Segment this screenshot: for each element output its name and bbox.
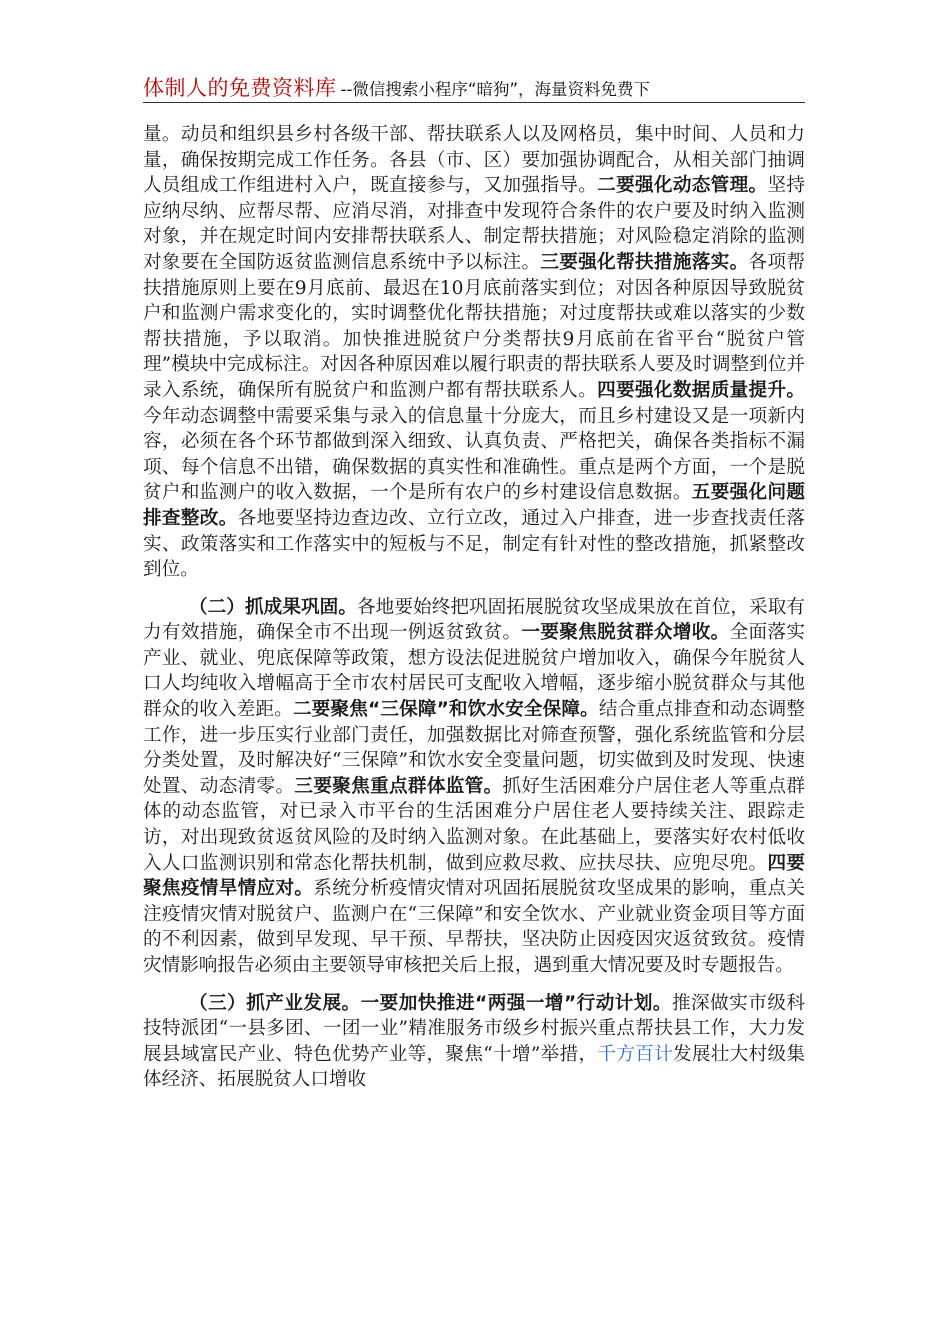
paragraph-3: [143, 991, 805, 1093]
header-brand: 体制人的免费资料库: [143, 76, 337, 100]
bold-heading: 二要聚焦“三保障”和饮水安全保障。: [292, 699, 599, 721]
bold-heading: 一要聚焦脱贫群众增收。: [521, 622, 730, 644]
text-span: 发展壮大村级集体经济、拓展脱贫人口增收: [143, 1043, 805, 1091]
text-span: 量。动员和组织县乡村各级干部、帮扶联系人以及网格员，集中时间、人员和力量，确保按期完成工作任务。各县（市、区）要加强协调配合，从相关部门抽调人员组成工作组进村入户，既直接参与，又加强指导。: [143, 124, 805, 197]
text-span: 全面落实产业、就业、兜底保障等政策，想方设法促进脱贫户增加收入，确保今年脱贫人口人均纯收入增幅高于全市农村居民可支配收入增幅，逐步缩小脱贫群众与其他群众的收入差距。: [143, 622, 805, 721]
paragraph-2: [143, 595, 805, 979]
bold-heading: 五要强化问题排查整改。: [143, 482, 805, 529]
section-heading: （三）抓产业发展。一要加快推进“两强一增”行动计划。: [189, 992, 672, 1014]
bold-heading: 四要强化数据质量提升。: [597, 379, 805, 401]
inline-link[interactable]: 千方百计: [597, 1043, 673, 1065]
paragraph-1: [143, 122, 805, 583]
text-span: 今年动态调整中需要采集与录入的信息量十分庞大，而且乡村建设又是一项新内容，必须在各个环节都做到深入细致、认真负责、严格把关，确保各类指标不漏项、每个信息不出错，确保数据的真实性和准确性。重点是两个方面，一个是脱贫户和监测户的收入数据，一个是所有农户的乡村建设信息数据。: [143, 405, 805, 504]
text-span: 推深做实市级科技特派团“一县多团、一团一业”精准服务市级乡村振兴重点帮扶县工作，大力发展县域富民产业、特色优势产业等，聚焦“十增”举措，: [143, 992, 805, 1065]
bold-heading: 三要聚焦重点群体监管。: [294, 775, 503, 797]
text-span: 抓好生活困难分户居住老人等重点群体的动态监管，对已录入市平台的生活困难分户居住老人要持续关注、跟踪走访，对出现致贫返贫风险的及时纳入监测对象。在此基础上，要落实好农村低收入人口监测识别和常态化帮扶机制，做到应救尽救、应扶尽扶、应兜尽兜。: [143, 775, 805, 874]
document-body: [143, 122, 805, 1105]
text-span: 系统分析疫情灾情对巩固拓展脱贫攻坚成果的影响，重点关注疫情灾情对脱贫户、监测户在“三保障”和安全饮水、产业就业资金项目等方面的不利因素，做到早发现、早干预、早帮扶，坚决防止因疫因灾返贫致贫。疫情灾情影响报告必须由主要领导审核把关后上报，遇到重大情况要及时专题报告。: [143, 878, 805, 976]
bold-heading: 三要强化帮扶措施落实。: [540, 251, 749, 273]
bold-heading: 四要聚焦疫情旱情应对。: [143, 852, 805, 900]
text-span: 各项帮扶措施原则上要在9月底前、最迟在10月底前落实到位；对因各种原因导致脱贫户和监测户需求变化的，实时调整优化帮扶措施；对过度帮扶或难以落实的少数帮扶措施，予以取消。加快推进脱贫户分类帮扶9月底前在省平台“脱贫户管理”模块中完成标注。对因各种原因难以履行职责的帮扶联系人要及时调整到位并录入系统，确保所有脱贫户和监测户都有帮扶联系人。: [143, 251, 805, 401]
header-tagline: --微信搜索小程序“暗狗”，海量资料免费下: [340, 80, 651, 99]
bold-heading: 二要强化动态管理。: [597, 175, 768, 197]
text-span: 结合重点排查和动态调整工作，进一步压实行业部门责任，加强数据比对筛查预警，强化系统监管和分层分类处置，及时解决好“三保障”和饮水安全变量问题，切实做到及时发现、快速处置、动态清零。: [143, 699, 805, 797]
section-heading: （二）抓成果巩固。: [189, 596, 358, 618]
text-span: 坚持应纳尽纳、应帮尽帮、应消尽消，对排查中发现符合条件的农户要及时纳入监测对象，并在规定时间内安排帮扶联系人、制定帮扶措施；对风险稳定消除的监测对象要在全国防返贫监测信息系统中予以标注。: [143, 175, 805, 273]
text-span: 各地要始终把巩固拓展脱贫攻坚成果放在首位，采取有力有效措施，确保全市不出现一例返贫致贫。: [143, 596, 805, 644]
text-span: 各地要坚持边查边改、立行立改，通过入户排查，进一步查找责任落实、政策落实和工作落实中的短板与不足，制定有针对性的整改措施，抓紧整改到位。: [143, 507, 805, 581]
page-header: [143, 72, 805, 103]
